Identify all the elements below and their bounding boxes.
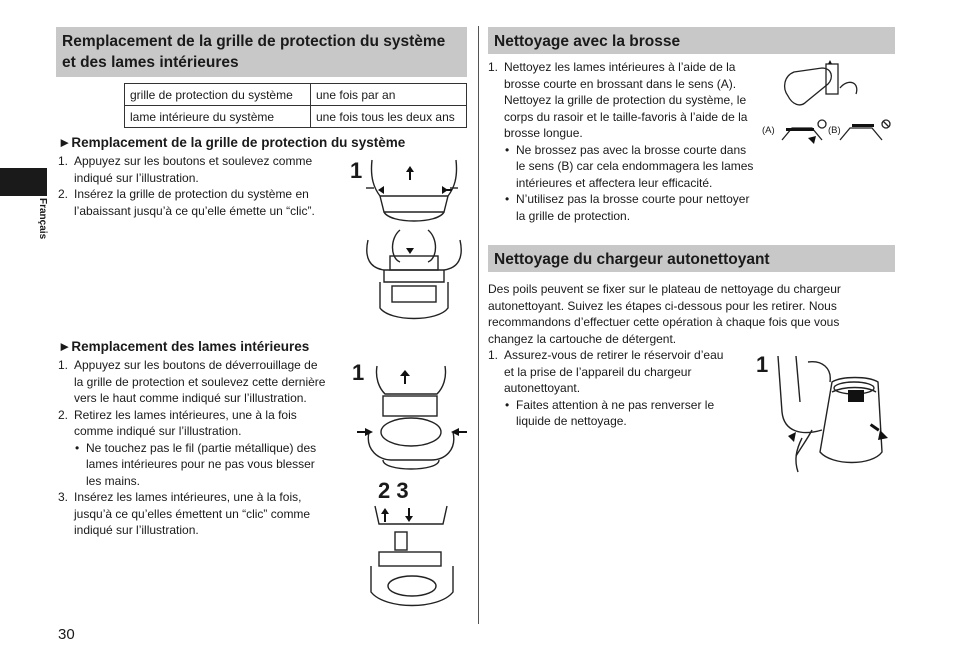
- sec1-title: [58, 135, 458, 150]
- sec2-steps: [58, 357, 328, 539]
- brush-cleaning-illustration: [760, 58, 895, 152]
- table-cell: une fois tous les deux ans: [311, 106, 467, 128]
- brush-steps: [488, 59, 758, 224]
- bullet-text: Faites attention à ne pas renverser le liquide de nettoyage.: [516, 397, 715, 428]
- step-number: 1.: [488, 60, 499, 74]
- bullet-item: [74, 440, 328, 490]
- self-cleaning-charger-illustration: [772, 352, 890, 474]
- step-number: 1.: [58, 358, 69, 372]
- language-label: Français: [37, 198, 48, 240]
- step-number: 1.: [488, 348, 499, 362]
- fig-step-label: 2 3: [378, 478, 409, 503]
- table-cell: lame intérieure du système: [125, 106, 311, 128]
- charger-steps: [488, 347, 733, 430]
- table-row: [125, 84, 467, 106]
- bullet-text: N’utilisez pas la brosse courte pour nettoyer la grille de protection.: [516, 192, 750, 223]
- bullet-item: [504, 191, 758, 224]
- table-row: [125, 106, 467, 128]
- shaver-frame-illustration: [360, 158, 470, 328]
- fig-step-label: 1: [350, 158, 363, 183]
- bullet-item: [504, 142, 758, 192]
- inner-blades-illustration: [355, 356, 470, 614]
- step-text: Nettoyez les lames intérieures à l’aide de la brosse courte en brossant dans le sens (A). Nettoyez la grille de protection du système, le corps du rasoir et le taille-favoris à l’aide de la brosse longue.: [504, 60, 748, 140]
- sec2-title-text: Remplacement des lames intérieures: [71, 339, 310, 354]
- figure-label-b: (B): [828, 125, 841, 136]
- step-number: 1.: [58, 154, 69, 168]
- step-text: Assurez-vous de retirer le réservoir d’eau et la prise de l’appareil du chargeur autonettoyant.: [504, 348, 724, 395]
- charger-heading: Nettoyage du chargeur autonettoyant: [488, 245, 895, 272]
- bullet-dot-icon: •: [505, 142, 510, 157]
- list-item: [58, 357, 328, 407]
- step-text: Insérez les lames intérieures, une à la fois, jusqu’à ce qu’elles émettent un “clic” comme indiqué sur l’illustration.: [74, 490, 311, 537]
- step-number: 3.: [58, 490, 69, 504]
- list-item: [488, 59, 758, 224]
- bullet-text: Ne touchez pas le fil (partie métallique) des lames intérieures pour ne pas vous blesser les mains.: [86, 440, 317, 488]
- fig-step-label: 1: [352, 360, 365, 385]
- language-tab: [0, 168, 47, 196]
- list-item: [488, 347, 733, 430]
- list-item: [58, 489, 328, 539]
- table-cell: grille de protection du système: [125, 84, 311, 106]
- step-number: 2.: [58, 407, 69, 422]
- figure-label-a: (A): [762, 125, 775, 136]
- bullet-dot-icon: •: [75, 440, 80, 455]
- triangle-marker-icon: ►: [58, 135, 72, 150]
- step-number: 2.: [58, 187, 69, 201]
- step-text: Appuyez sur les boutons et soulevez comme indiqué sur l’illustration.: [74, 154, 313, 185]
- step-text: Appuyez sur les boutons de déverrouillage de la grille de protection et soulevez cette dernière vers le haut comme indiqué sur l’illustration.: [74, 358, 326, 405]
- column-divider: [478, 26, 479, 624]
- replacement-table: [124, 83, 467, 128]
- list-item: [58, 186, 333, 219]
- step-text: Insérez la grille de protection du système en l’abaissant jusqu’à ce qu’elle émette un “clic”.: [74, 187, 315, 218]
- left-heading: Remplacement de la grille de protection du système et des lames intérieures: [56, 27, 467, 77]
- sec2-title: [58, 339, 358, 354]
- page-number: 30: [58, 626, 75, 643]
- sec1-steps: [58, 153, 333, 219]
- charger-intro: Des poils peuvent se fixer sur le plateau de nettoyage du chargeur autonettoyant. Suivez les étapes ci-dessous pour les retirer. Nous recommandons d’effectuer cette opération à chaque fois que vous changez la cartouche de détergent.: [488, 282, 841, 346]
- fig-step-label: 1: [756, 352, 769, 377]
- bullet-dot-icon: •: [505, 397, 510, 412]
- list-item: [58, 153, 333, 186]
- brush-heading: Nettoyage avec la brosse: [488, 27, 895, 54]
- sec1-title-text: Remplacement de la grille de protection du système: [71, 135, 406, 150]
- bullet-item: [504, 397, 733, 430]
- bullet-dot-icon: •: [505, 192, 510, 206]
- table-cell: une fois par an: [311, 84, 467, 106]
- step-text: Retirez les lames intérieures, une à la fois comme indiqué sur l’illustration.: [74, 407, 297, 438]
- bullet-text: Ne brossez pas avec la brosse courte dans le sens (B) car cela endommagera les lames intérieures et affectera leur efficacité.: [516, 142, 754, 190]
- triangle-marker-icon: ►: [58, 339, 72, 354]
- list-item: [58, 407, 328, 490]
